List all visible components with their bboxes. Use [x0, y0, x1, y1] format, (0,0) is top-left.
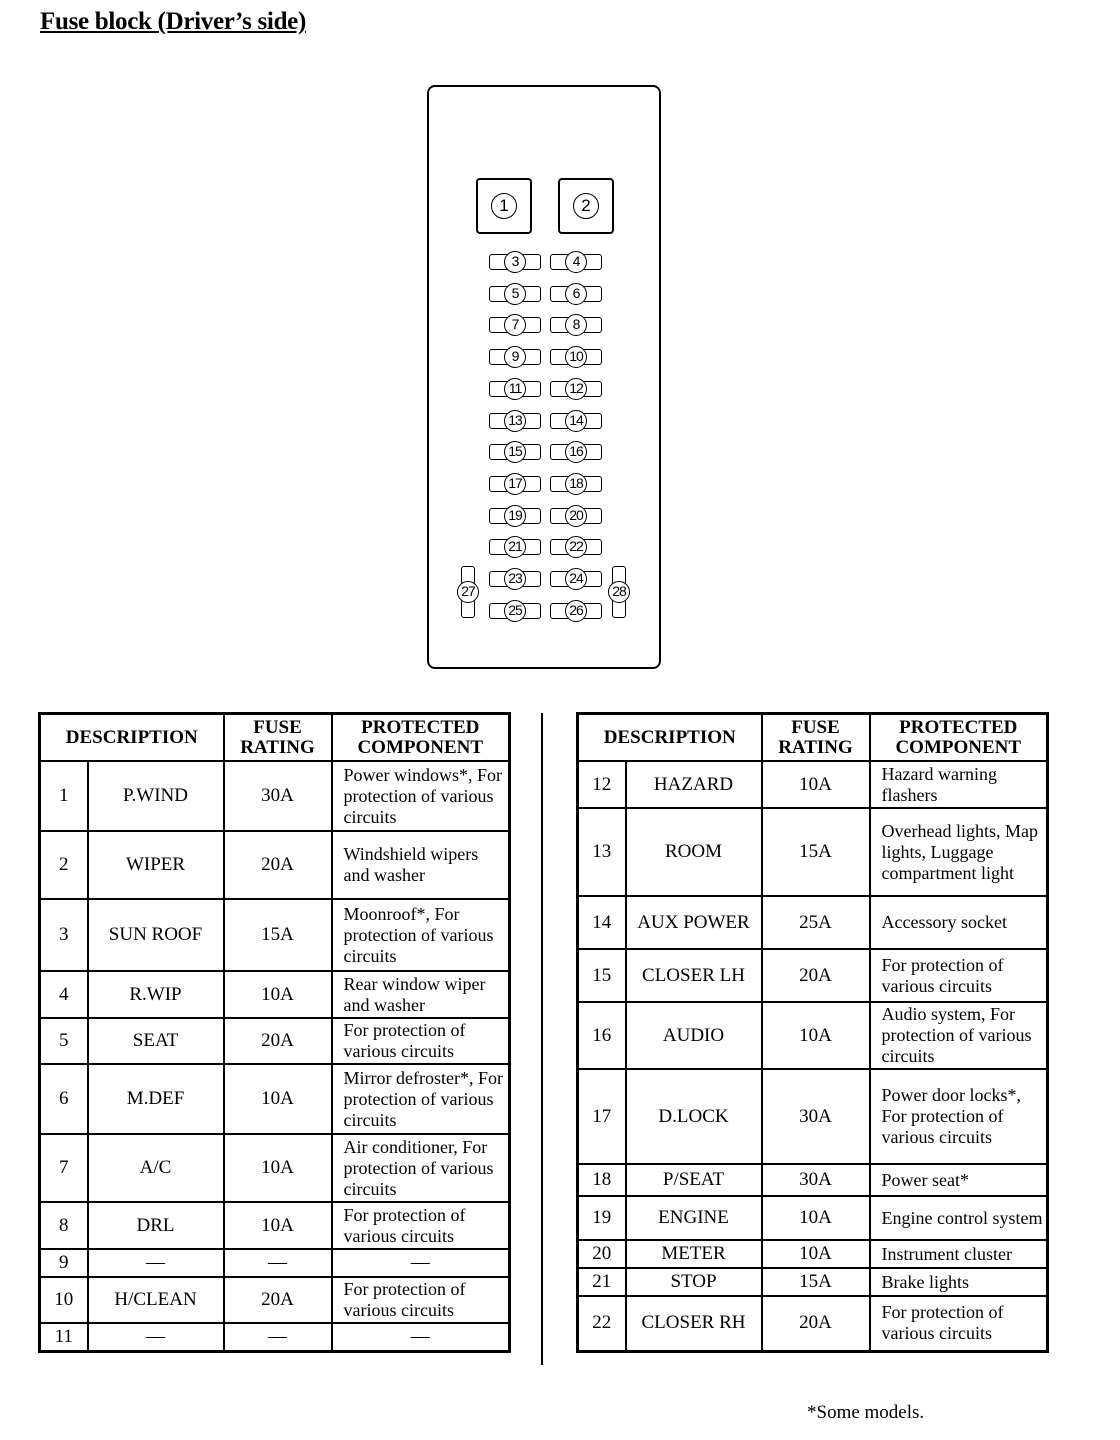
- fuse-rating-cell: 10A: [224, 1134, 332, 1202]
- protected-component-cell: Windshield wipers and washer: [332, 831, 510, 899]
- fuse-number-cell: 9: [40, 1249, 88, 1277]
- side-fuse-slot: [461, 566, 475, 618]
- fuse-rating-cell: 15A: [762, 1268, 870, 1296]
- fuse-number-cell: 22: [578, 1296, 626, 1351]
- fuse-slot: [550, 317, 602, 333]
- fuse-slot: [550, 444, 602, 460]
- fuse-slot: [550, 349, 602, 365]
- fuse-slot: [489, 381, 541, 397]
- table-row: [578, 1069, 1048, 1164]
- header-description: DESCRIPTION: [40, 714, 224, 762]
- fuse-name-cell: A/C: [88, 1134, 224, 1202]
- fuse-rating-cell: 20A: [224, 1018, 332, 1064]
- protected-component-cell: For protection of various circuits: [332, 1018, 510, 1064]
- fuse-slot: [489, 286, 541, 302]
- protected-component-cell: Power door locks*, For protection of various circuits: [870, 1069, 1048, 1164]
- fuse-number: 7: [504, 314, 526, 336]
- table-row: [578, 761, 1048, 808]
- fuse-rating-cell: 20A: [762, 1296, 870, 1351]
- fuse-slot: [489, 603, 541, 619]
- fuse-number-cell: 6: [40, 1064, 88, 1134]
- fuse-rating-cell: 30A: [762, 1069, 870, 1164]
- table-row: [578, 1164, 1048, 1196]
- fuse-rating-cell: 10A: [224, 971, 332, 1018]
- table-header-row: [40, 714, 510, 762]
- fuse-number-cell: 11: [40, 1323, 88, 1351]
- fuse-name-cell: SEAT: [88, 1018, 224, 1064]
- fuse-slot: [550, 286, 602, 302]
- protected-component-cell: For protection of various circuits: [332, 1277, 510, 1323]
- fuse-name-cell: AUX POWER: [626, 896, 762, 949]
- fuse-number-cell: 3: [40, 899, 88, 971]
- fuse-number: 28: [608, 581, 630, 603]
- fuse-table-left: [38, 712, 511, 1353]
- table-row: [578, 1196, 1048, 1240]
- table-row: [40, 971, 510, 1018]
- fuse-rating-cell: 10A: [224, 1064, 332, 1134]
- table-row: [578, 1002, 1048, 1069]
- fuse-number-cell: 18: [578, 1164, 626, 1196]
- relay-number: 2: [573, 193, 599, 219]
- fuse-slot: [550, 571, 602, 587]
- fuse-slot: [550, 476, 602, 492]
- fuse-name-cell: CLOSER RH: [626, 1296, 762, 1351]
- table-row: [40, 1323, 510, 1351]
- relay-slot: [476, 178, 532, 234]
- fuse-name-cell: M.DEF: [88, 1064, 224, 1134]
- fuse-slot: [550, 413, 602, 429]
- protected-component-cell: For protection of various circuits: [870, 949, 1048, 1002]
- protected-component-cell: Mirror defroster*, For protection of various circuits: [332, 1064, 510, 1134]
- fuse-number: 4: [565, 251, 587, 273]
- fuse-name-cell: P.WIND: [88, 761, 224, 831]
- fuse-number: 15: [504, 441, 526, 463]
- fuse-slot: [550, 381, 602, 397]
- fuse-name-cell: D.LOCK: [626, 1069, 762, 1164]
- fuse-name-cell: WIPER: [88, 831, 224, 899]
- table-row: [578, 1240, 1048, 1268]
- fuse-number-cell: 8: [40, 1202, 88, 1249]
- fuse-number: 10: [565, 346, 587, 368]
- table-row: [40, 1018, 510, 1064]
- fuse-name-cell: STOP: [626, 1268, 762, 1296]
- fuse-number-cell: 5: [40, 1018, 88, 1064]
- table-row: [578, 1296, 1048, 1351]
- protected-component-cell: Audio system, For protection of various circuits: [870, 1002, 1048, 1069]
- fuse-number: 26: [565, 600, 587, 622]
- protected-component-cell: Moonroof*, For protection of various circuits: [332, 899, 510, 971]
- table-row: [578, 808, 1048, 896]
- fuse-number: 9: [504, 346, 526, 368]
- fuse-rating-cell: 20A: [762, 949, 870, 1002]
- fuse-slot: [550, 539, 602, 555]
- footnote: *Some models.: [807, 1402, 925, 1423]
- fuse-number: 21: [504, 536, 526, 558]
- fuse-number-cell: 19: [578, 1196, 626, 1240]
- fuse-slot: [489, 349, 541, 365]
- fuse-number: 14: [565, 410, 587, 432]
- fuse-number-cell: 13: [578, 808, 626, 896]
- fuse-number-cell: 12: [578, 761, 626, 808]
- fuse-number: 18: [565, 473, 587, 495]
- fuse-rating-cell: 15A: [762, 808, 870, 896]
- header-fuse-rating: FUSE RATING: [762, 714, 870, 762]
- fuse-rating-cell: 30A: [762, 1164, 870, 1196]
- protected-component-cell: Accessory socket: [870, 896, 1048, 949]
- protected-component-cell: Rear window wiper and washer: [332, 971, 510, 1018]
- fuse-rating-cell: 30A: [224, 761, 332, 831]
- fuse-rating-cell: —: [224, 1323, 332, 1351]
- table-row: [578, 896, 1048, 949]
- fuse-slot: [489, 317, 541, 333]
- fuse-number: 23: [504, 568, 526, 590]
- fuse-name-cell: AUDIO: [626, 1002, 762, 1069]
- protected-component-cell: For protection of various circuits: [332, 1202, 510, 1249]
- fuse-number: 17: [504, 473, 526, 495]
- protected-component-cell: Instrument cluster: [870, 1240, 1048, 1268]
- side-fuse-slot: [612, 566, 626, 618]
- relay-slot: [558, 178, 614, 234]
- fuse-number-cell: 17: [578, 1069, 626, 1164]
- table-row: [40, 1277, 510, 1323]
- fuse-name-cell: ROOM: [626, 808, 762, 896]
- fuse-name-cell: METER: [626, 1240, 762, 1268]
- column-divider: [541, 713, 543, 1365]
- table-row: [578, 1268, 1048, 1296]
- fuse-number: 24: [565, 568, 587, 590]
- fuse-name-cell: HAZARD: [626, 761, 762, 808]
- fuse-rating-cell: 20A: [224, 1277, 332, 1323]
- fuse-rating-cell: 10A: [762, 1002, 870, 1069]
- protected-component-cell: Overhead lights, Map lights, Luggage compartment light: [870, 808, 1048, 896]
- protected-component-cell: Brake lights: [870, 1268, 1048, 1296]
- fuse-name-cell: SUN ROOF: [88, 899, 224, 971]
- fuse-number: 19: [504, 505, 526, 527]
- fuse-number: 11: [504, 378, 526, 400]
- header-protected-component: PROTECTED COMPONENT: [332, 714, 510, 762]
- table-header-row: [578, 714, 1048, 762]
- fuse-slot: [550, 254, 602, 270]
- fuse-number: 12: [565, 378, 587, 400]
- fuse-number: 3: [504, 251, 526, 273]
- fuse-table-right: [576, 712, 1049, 1353]
- fuse-rating-cell: —: [224, 1249, 332, 1277]
- fuse-rating-cell: 10A: [762, 1196, 870, 1240]
- fuse-number-cell: 14: [578, 896, 626, 949]
- fuse-number-cell: 1: [40, 761, 88, 831]
- table-row: [40, 831, 510, 899]
- fuse-number: 25: [504, 600, 526, 622]
- fuse-number: 5: [504, 283, 526, 305]
- fuse-number: 13: [504, 410, 526, 432]
- table-row: [40, 1064, 510, 1134]
- header-description: DESCRIPTION: [578, 714, 762, 762]
- fuse-slot: [489, 571, 541, 587]
- relay-number: 1: [491, 193, 517, 219]
- fuse-name-cell: DRL: [88, 1202, 224, 1249]
- fuse-slot: [550, 508, 602, 524]
- fuse-rating-cell: 20A: [224, 831, 332, 899]
- fuse-number-cell: 21: [578, 1268, 626, 1296]
- fuse-slot: [489, 476, 541, 492]
- header-fuse-rating: FUSE RATING: [224, 714, 332, 762]
- fuse-number: 27: [457, 581, 479, 603]
- fuse-number-cell: 20: [578, 1240, 626, 1268]
- fuse-number-cell: 16: [578, 1002, 626, 1069]
- fuse-slot: [489, 413, 541, 429]
- fuse-name-cell: R.WIP: [88, 971, 224, 1018]
- fuse-number-cell: 10: [40, 1277, 88, 1323]
- protected-component-cell: Power seat*: [870, 1164, 1048, 1196]
- page-title: Fuse block (Driver’s side): [40, 8, 306, 35]
- fuse-name-cell: —: [88, 1249, 224, 1277]
- header-protected-component: PROTECTED COMPONENT: [870, 714, 1048, 762]
- protected-component-cell: Hazard warning flashers: [870, 761, 1048, 808]
- fuse-number: 8: [565, 314, 587, 336]
- fuse-block-diagram: [427, 85, 661, 669]
- fuse-number: 20: [565, 505, 587, 527]
- protected-component-cell: For protection of various circuits: [870, 1296, 1048, 1351]
- fuse-number: 6: [565, 283, 587, 305]
- fuse-rating-cell: 15A: [224, 899, 332, 971]
- fuse-slot: [489, 539, 541, 555]
- fuse-name-cell: H/CLEAN: [88, 1277, 224, 1323]
- fuse-rating-cell: 10A: [224, 1202, 332, 1249]
- fuse-number-cell: 4: [40, 971, 88, 1018]
- table-row: [40, 1249, 510, 1277]
- protected-component-cell: Power windows*, For protection of various circuits: [332, 761, 510, 831]
- fuse-number: 16: [565, 441, 587, 463]
- table-row: [40, 761, 510, 831]
- fuse-slot: [489, 444, 541, 460]
- table-row: [40, 1202, 510, 1249]
- protected-component-cell: —: [332, 1323, 510, 1351]
- fuse-rating-cell: 25A: [762, 896, 870, 949]
- fuse-rating-cell: 10A: [762, 1240, 870, 1268]
- fuse-number-cell: 15: [578, 949, 626, 1002]
- fuse-rating-cell: 10A: [762, 761, 870, 808]
- fuse-name-cell: —: [88, 1323, 224, 1351]
- fuse-number: 22: [565, 536, 587, 558]
- protected-component-cell: Engine control system: [870, 1196, 1048, 1240]
- fuse-slot: [489, 254, 541, 270]
- fuse-number-cell: 7: [40, 1134, 88, 1202]
- fuse-name-cell: CLOSER LH: [626, 949, 762, 1002]
- fuse-name-cell: ENGINE: [626, 1196, 762, 1240]
- table-row: [40, 899, 510, 971]
- protected-component-cell: Air conditioner, For protection of various circuits: [332, 1134, 510, 1202]
- table-row: [578, 949, 1048, 1002]
- fuse-slot: [489, 508, 541, 524]
- protected-component-cell: —: [332, 1249, 510, 1277]
- fuse-name-cell: P/SEAT: [626, 1164, 762, 1196]
- fuse-number-cell: 2: [40, 831, 88, 899]
- fuse-slot: [550, 603, 602, 619]
- table-row: [40, 1134, 510, 1202]
